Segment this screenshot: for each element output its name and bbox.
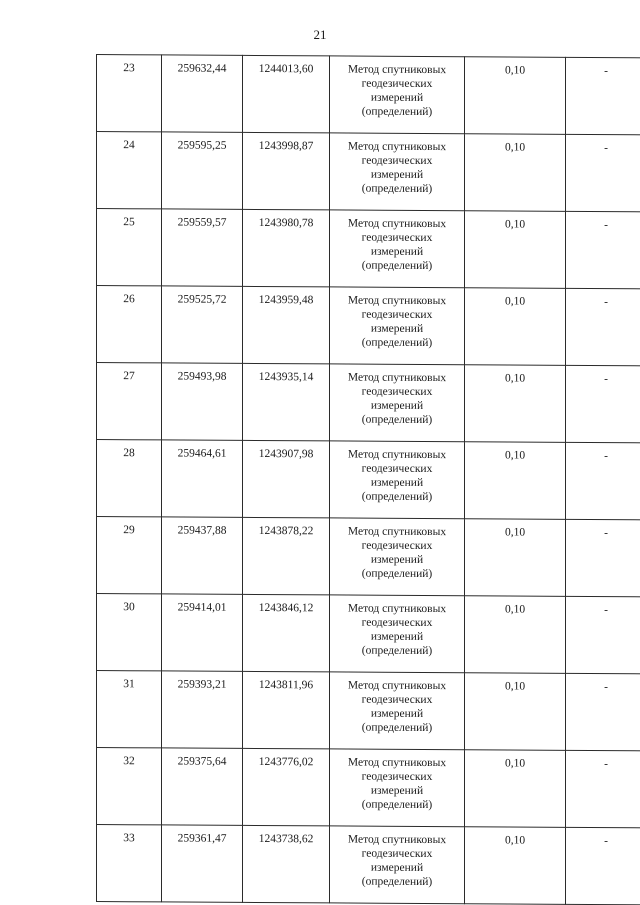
page-number: 21: [313, 27, 327, 42]
description-text: -: [604, 219, 608, 232]
description-text: -: [604, 373, 608, 386]
x-coordinate-text: 259464,61: [177, 447, 227, 460]
point-number-cell: [97, 209, 162, 286]
y-coordinate-cell: [243, 55, 330, 133]
point-number-text: 30: [123, 601, 135, 614]
point-number-cell: [97, 286, 162, 363]
method-text: Метод спутниковых геодезических измерений (определений): [347, 217, 447, 273]
y-coordinate-cell: [243, 825, 330, 903]
description-text: -: [604, 296, 608, 309]
description-text: -: [604, 142, 608, 155]
point-number-cell: [97, 748, 162, 825]
description-cell: [566, 442, 640, 519]
y-coordinate-cell: [243, 594, 330, 672]
description-text: -: [604, 527, 608, 540]
x-coordinate-text: 259632,44: [177, 62, 227, 75]
y-coordinate-text: 1243738,62: [258, 832, 314, 846]
point-number-cell: [97, 440, 162, 517]
point-number-cell: [97, 132, 162, 209]
method-cell: [330, 595, 465, 673]
description-text: -: [604, 681, 608, 694]
description-text: -: [604, 65, 608, 78]
accuracy-cell: [465, 519, 566, 597]
x-coordinate-text: 259525,72: [177, 293, 227, 306]
x-coordinate-text: 259437,88: [177, 524, 227, 537]
coordinates-table: [96, 54, 640, 905]
method-cell: [330, 441, 465, 519]
accuracy-cell: [465, 211, 566, 289]
method-cell: [330, 133, 465, 211]
method-text: Метод спутниковых геодезических измерений (определений): [347, 679, 447, 735]
x-coordinate-text: 259361,47: [177, 832, 227, 845]
accuracy-text: 0,10: [504, 603, 526, 616]
table-row: [97, 55, 640, 135]
accuracy-cell: [465, 365, 566, 443]
description-text: -: [604, 604, 608, 617]
method-cell: [330, 518, 465, 596]
x-coordinate-cell: [162, 825, 243, 902]
method-cell: [330, 210, 465, 288]
method-text: Метод спутниковых геодезических измерений (определений): [347, 371, 447, 427]
table-row: [97, 594, 640, 674]
x-coordinate-cell: [162, 132, 243, 209]
x-coordinate-cell: [162, 363, 243, 440]
x-coordinate-cell: [162, 209, 243, 286]
table-row: [97, 363, 640, 443]
x-coordinate-cell: [162, 286, 243, 363]
x-coordinate-cell: [162, 748, 243, 825]
description-cell: [566, 134, 640, 211]
point-number-cell: [97, 55, 162, 132]
y-coordinate-text: 1244013,60: [258, 62, 314, 76]
method-cell: [330, 364, 465, 442]
method-text: Метод спутниковых геодезических измерений (определений): [347, 525, 447, 581]
accuracy-text: 0,10: [504, 295, 526, 308]
x-coordinate-cell: [162, 671, 243, 748]
table-row: [97, 132, 640, 212]
y-coordinate-cell: [243, 363, 330, 441]
x-coordinate-cell: [162, 517, 243, 594]
point-number-text: 29: [123, 524, 135, 537]
point-number-text: 24: [123, 139, 135, 152]
accuracy-cell: [465, 827, 566, 905]
y-coordinate-cell: [243, 671, 330, 749]
point-number-text: 25: [123, 216, 135, 229]
method-text: Метод спутниковых геодезических измерений (определений): [347, 140, 447, 196]
point-number-text: 26: [123, 293, 135, 306]
table-row: [97, 748, 640, 828]
description-cell: [566, 365, 640, 442]
y-coordinate-cell: [243, 517, 330, 595]
method-text: Метод спутниковых геодезических измерений (определений): [347, 602, 447, 658]
method-text: Метод спутниковых геодезических измерений (определений): [347, 833, 447, 889]
description-cell: [566, 827, 640, 904]
point-number-cell: [97, 363, 162, 440]
accuracy-text: 0,10: [504, 218, 526, 231]
y-coordinate-text: 1243907,98: [258, 447, 314, 461]
point-number-cell: [97, 671, 162, 748]
x-coordinate-text: 259414,01: [177, 601, 227, 614]
y-coordinate-text: 1243935,14: [258, 370, 314, 384]
x-coordinate-text: 259393,21: [177, 678, 227, 691]
y-coordinate-text: 1243980,78: [258, 216, 314, 230]
method-cell: [330, 749, 465, 827]
table-row: [97, 286, 640, 366]
y-coordinate-cell: [243, 286, 330, 364]
y-coordinate-text: 1243959,48: [258, 293, 314, 307]
method-cell: [330, 826, 465, 904]
method-text: Метод спутниковых геодезических измерений (определений): [347, 294, 447, 350]
y-coordinate-cell: [243, 209, 330, 287]
point-number-cell: [97, 825, 162, 902]
description-text: -: [604, 835, 608, 848]
x-coordinate-cell: [162, 55, 243, 132]
description-cell: [566, 750, 640, 827]
point-number-text: 23: [123, 62, 135, 75]
y-coordinate-text: 1243998,87: [258, 139, 314, 153]
method-cell: [330, 56, 465, 134]
description-cell: [566, 211, 640, 288]
accuracy-text: 0,10: [504, 526, 526, 539]
x-coordinate-cell: [162, 594, 243, 671]
method-text: Метод спутниковых геодезических измерений (определений): [347, 448, 447, 504]
accuracy-text: 0,10: [504, 141, 526, 154]
point-number-cell: [97, 517, 162, 594]
x-coordinate-text: 259375,64: [177, 755, 227, 768]
method-cell: [330, 672, 465, 750]
method-cell: [330, 287, 465, 365]
point-number-text: 27: [123, 370, 135, 383]
point-number-cell: [97, 594, 162, 671]
table-row: [97, 671, 640, 751]
description-cell: [566, 596, 640, 673]
description-text: -: [604, 450, 608, 463]
accuracy-text: 0,10: [504, 449, 526, 462]
y-coordinate-text: 1243811,96: [258, 678, 314, 692]
point-number-text: 28: [123, 447, 135, 460]
x-coordinate-text: 259559,57: [177, 216, 227, 229]
accuracy-cell: [465, 442, 566, 520]
accuracy-text: 0,10: [504, 757, 526, 770]
table-row: [97, 825, 640, 905]
accuracy-cell: [465, 134, 566, 212]
description-text: -: [604, 758, 608, 771]
description-cell: [566, 57, 640, 134]
y-coordinate-text: 1243878,22: [258, 524, 314, 538]
accuracy-text: 0,10: [504, 680, 526, 693]
coordinates-table-body: [97, 55, 640, 905]
accuracy-text: 0,10: [504, 64, 526, 77]
accuracy-cell: [465, 596, 566, 674]
accuracy-cell: [465, 288, 566, 366]
point-number-text: 31: [123, 678, 135, 691]
y-coordinate-cell: [243, 132, 330, 210]
description-cell: [566, 519, 640, 596]
y-coordinate-cell: [243, 748, 330, 826]
accuracy-text: 0,10: [504, 372, 526, 385]
x-coordinate-text: 259595,25: [177, 139, 227, 152]
method-text: Метод спутниковых геодезических измерений (определений): [347, 63, 447, 119]
y-coordinate-text: 1243776,02: [258, 755, 314, 769]
accuracy-cell: [465, 750, 566, 828]
table-row: [97, 209, 640, 289]
description-cell: [566, 673, 640, 750]
table-row: [97, 517, 640, 597]
point-number-text: 32: [123, 755, 135, 768]
method-text: Метод спутниковых геодезических измерений (определений): [347, 756, 447, 812]
description-cell: [566, 288, 640, 365]
accuracy-text: 0,10: [504, 834, 526, 847]
table-row: [97, 440, 640, 520]
accuracy-cell: [465, 673, 566, 751]
y-coordinate-cell: [243, 440, 330, 518]
x-coordinate-cell: [162, 440, 243, 517]
y-coordinate-text: 1243846,12: [258, 601, 314, 615]
accuracy-cell: [465, 57, 566, 135]
x-coordinate-text: 259493,98: [177, 370, 227, 383]
point-number-text: 33: [123, 832, 135, 845]
